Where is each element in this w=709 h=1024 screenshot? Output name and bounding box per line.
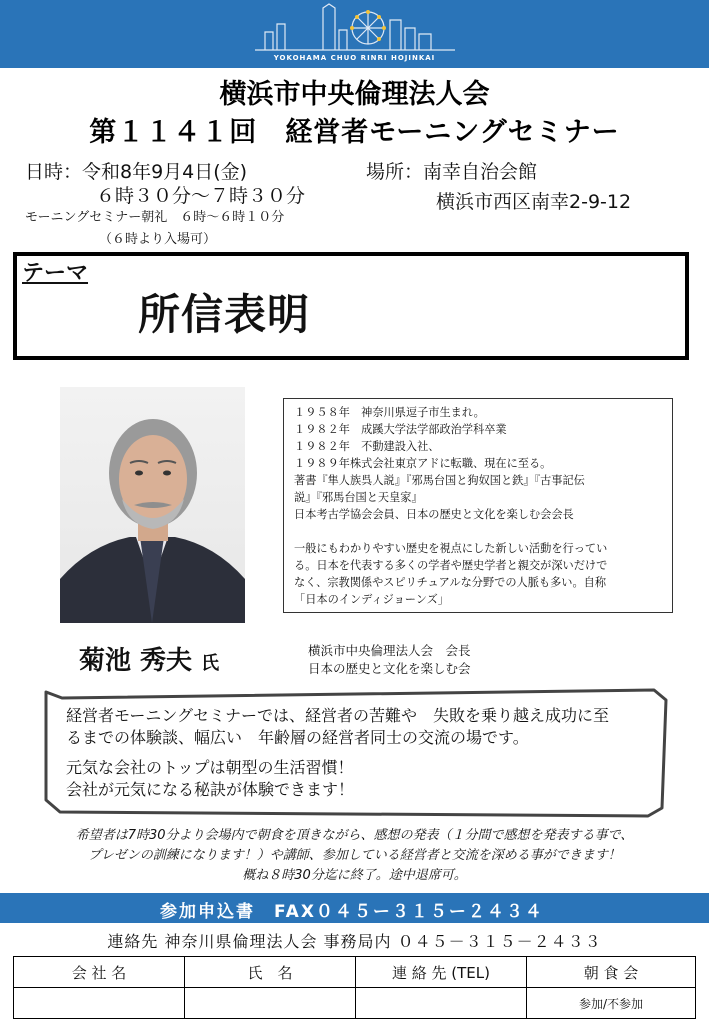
- speaker-name: [79, 640, 219, 677]
- intro-line: 経営者モーニングセミナーでは、経営者の苦難や 失敗を乗り越え成功に至: [66, 706, 610, 725]
- bio-line: 日本考古学協会会員、日本の歴史と文化を楽しむ会会長: [294, 508, 574, 521]
- column-tel: 連 絡 先 (TEL): [356, 957, 527, 988]
- column-company: 会 社 名: [14, 957, 185, 988]
- bio-line: 著書『隼人族呉人説』『邪馬台国と狗奴国と鉄』『古事記伝: [294, 474, 585, 487]
- bio-line: 説』『邪馬台国と天皇家』: [294, 491, 423, 504]
- theme-box: [13, 252, 689, 360]
- note-line: プレゼンの訓練になります！）や講師、参加している経営者と交流を深める事ができます！: [88, 848, 621, 863]
- bio-line: １９８２年 成蹊大学法学部政治学科卒業: [294, 423, 507, 436]
- venue-name: 場所：南幸自治会館: [366, 161, 538, 183]
- speaker-photo: [60, 387, 245, 623]
- speaker-role: 横浜市中央倫理法人会 会長: [308, 643, 471, 658]
- form-entry-row: [14, 988, 696, 1019]
- bio-line: １９５８年 神奈川県逗子市生まれ。: [294, 406, 485, 419]
- note-line: 概ね８時30分迄に終了。途中退席可。: [242, 868, 467, 883]
- application-fax-bar: [0, 893, 709, 923]
- organization-title: 横浜市中央倫理法人会: [219, 79, 490, 110]
- fax-label: 参加申込書 FAX０４５ー３１５ー２４３４: [160, 902, 544, 922]
- bio-line: 一般にもわかりやすい歴史を視点にした新しい活動を行ってい: [294, 542, 608, 555]
- banner-text: YOKOHAMA CHUO RINRI HOJINKAI: [273, 54, 436, 62]
- morning-ceremony-line: モーニングセミナー朝礼 ６時～６時１０分: [25, 210, 285, 225]
- note-line: 希望者は7時30分より会場内で朝食を頂きながら、感想の発表（１分間で感想を発表する事で、: [75, 828, 634, 843]
- column-breakfast: 朝 食 会: [527, 957, 696, 988]
- time-line: ６時３０分～７時３０分: [96, 185, 306, 207]
- breakfast-note: [0, 826, 709, 886]
- breakfast-choice[interactable]: 参加/不参加: [527, 988, 696, 1019]
- bio-line: １９８９年株式会社東京アドに転職、現在に至る。: [294, 457, 552, 470]
- bio-line: １９８２年 不動建設入社、: [294, 440, 440, 453]
- column-name: 氏 名: [185, 957, 356, 988]
- company-field[interactable]: [14, 988, 185, 1019]
- speaker-honorific: 氏: [201, 653, 220, 674]
- tel-field[interactable]: [356, 988, 527, 1019]
- speaker-name-text: 菊池 秀夫: [79, 646, 193, 676]
- intro-line: 元気な会社のトップは朝型の生活習慣！: [66, 758, 354, 777]
- bio-spacer: [294, 523, 662, 540]
- name-field[interactable]: [185, 988, 356, 1019]
- contact-line: 連絡先 神奈川県倫理法人会 事務局内 ０４５－３１５－２４３３: [107, 932, 602, 951]
- header-banner: [0, 0, 709, 68]
- bio-line: なく、宗教関係やスピリチュアルな分野での人脈も多い。自称: [294, 576, 607, 589]
- intro-line: 会社が元気になる秘訣が体験できます！: [66, 780, 355, 799]
- theme-title: 所信表明: [138, 290, 311, 339]
- speaker-role: 日本の歴史と文化を楽しむ会: [308, 661, 471, 676]
- application-form: [13, 956, 696, 1019]
- seminar-title: 第１１４１回 経営者モーニングセミナー: [89, 117, 620, 148]
- form-header-row: [14, 957, 696, 988]
- entry-note: （６時より入場可）: [99, 232, 217, 247]
- intro-spacer: [66, 749, 609, 757]
- date-line: 日時：令和8年9月4日(金): [25, 161, 248, 183]
- speaker-roles: [308, 642, 471, 678]
- theme-label: テーマ: [22, 261, 89, 286]
- speaker-bio: [283, 398, 673, 613]
- intro-text: [66, 705, 609, 801]
- bio-line: 「日本のインディジョーンズ」: [294, 593, 449, 606]
- bio-line: る。日本を代表する多くの学者や歴史学者と親交が深いだけで: [294, 559, 608, 572]
- venue-address: 横浜市西区南幸2-9-12: [436, 191, 632, 213]
- city-skyline-logo: [255, 2, 455, 52]
- intro-line: るまでの体験談、幅広い 年齢層の経営者同士の交流の場です。: [66, 728, 529, 747]
